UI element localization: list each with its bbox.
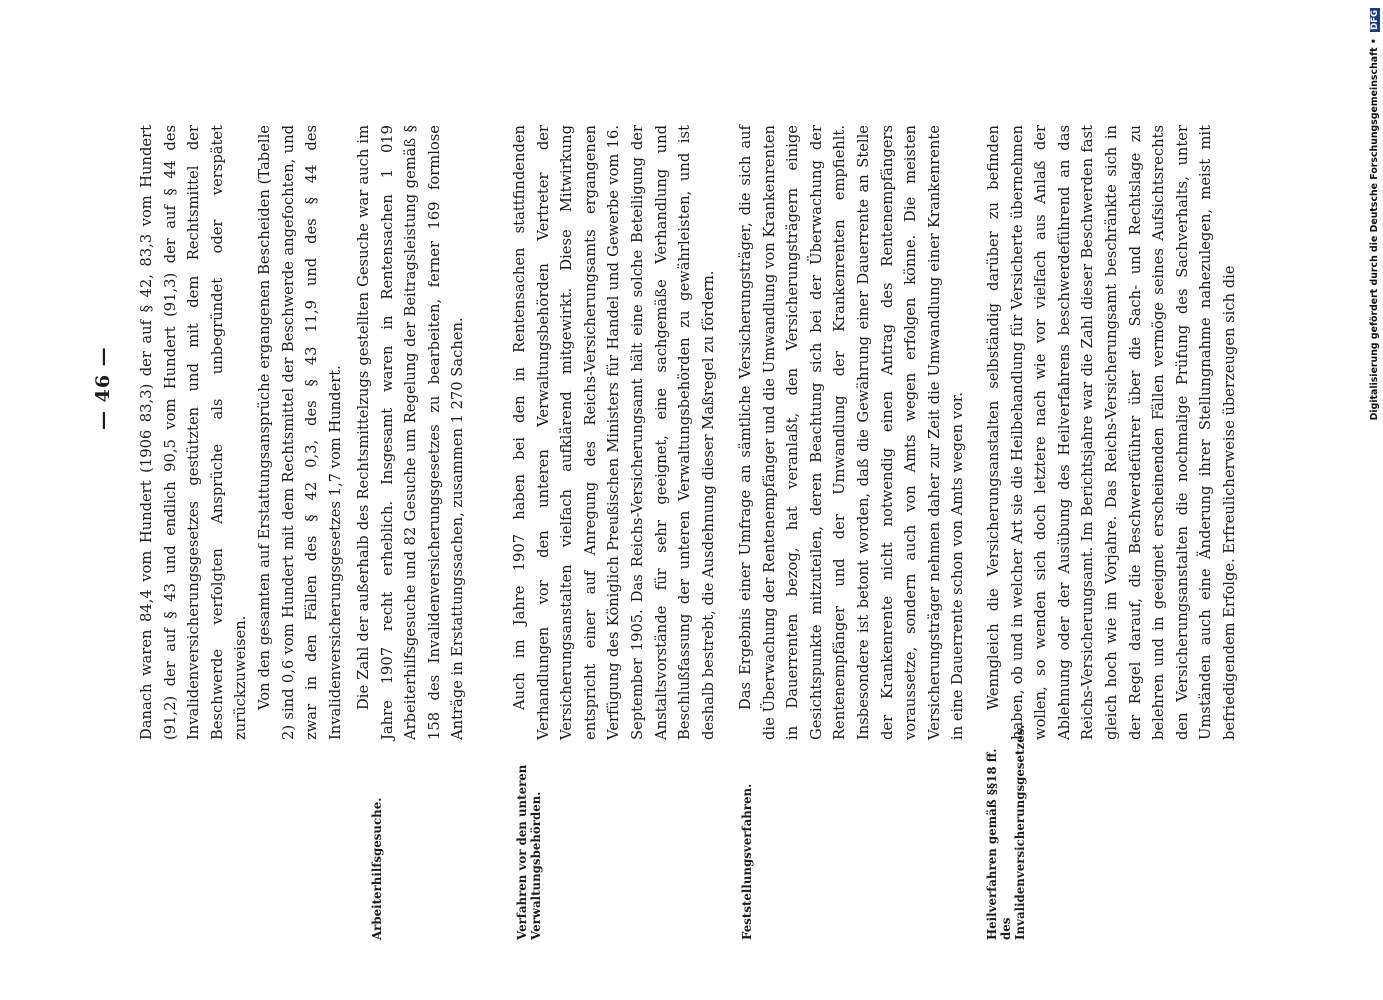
margin-label-arbeiterhilfsgesuche: Arbeiterhilfsgesuche. (370, 797, 384, 940)
paragraph: Das Ergebnis einer Umfrage an sämtliche Versicherungsträger, die sich auf die Überwachung der Rentenempfänger und die Umwandlung von Krankenrenten in Dauerrenten bezog, hat veranlaßt, den Versicherungsträgern einige Gesichtspunkte mitzuteilen, deren Beachtung sich bei der Überwachung der Rentenempfänger und der Umwandlung der Krankenrenten empfiehlt. Insbesondere ist betont worden, daß die Gewährung einer Dauerrente an Stelle der Krankenrente nicht notwendig einen Antrag des Rentenempfängers voraussetze, sondern auch von Amts wegen erfolgen könne. Die meisten Versicherungsträger nehmen daher zur Zeit die Umwandlung einer Krankenrente in eine Dauerrente schon von Amts wegen vor. (737, 125, 967, 740)
section-intro (135, 125, 347, 740)
section-arbeiterhilfsgesuche (352, 125, 470, 740)
paragraph: Auch im Jahre 1907 haben bei den in Rentensachen stattfindenden Verhandlungen vor den unteren Verwaltungsbehörden Vertreter der Versicherungsanstalten vielfach aufklärend mitgewirkt. Diese Mitwirkung entspricht einer auf Anregung des Reichs-Versicherungsamts ergangenen Verfügung des Königlich Preußischen Ministers für Handel und Gewerbe vom 16. September 1905. Das Reichs-Versicherungsamt hält eine solche Beteiligung der Anstaltsvorstände für sehr geeignet, eine sachgemäße Verhandlung und Beschlußfassung der unteren Verwaltungsbehörden zu gewährleisten, und ist deshalb bestrebt, die Ausdehnung dieser Maßregel zu fördern. (511, 125, 717, 740)
page-number: — 46 — (92, 346, 114, 430)
margin-label-heilverfahren: Heilverfahren gemäß §§18 ff. des Invalidenversicherungsgesetzes. (985, 724, 1027, 940)
footer-text: Digitalisierung gefördert durch die Deutsche Forschungsgemeinschaft • (1369, 38, 1380, 421)
paragraph: Danach waren 84,4 vom Hundert (1906 83,3) der auf § 42, 83,3 vom Hundert (91,2) der auf § 43 und endlich 90,5 vom Hundert (91,3) der auf § 44 des Invalidenversicherungsgesetzes gestützten und mit dem Rechtsmittel der Beschwerde verfolgten Ansprüche als unbegründet oder verspätet zurückzuweisen. (138, 125, 250, 740)
paragraph: Wenngleich die Versicherungsanstalten selbständig darüber zu befinden haben, ob und in welcher Art sie die Heilbehandlung für Versicherte übernehmen wollen, so wenden sich doch letztere nach wie vor vielfach aus Anlaß der Ablehnung oder der Ausübung des Heilverfahrens beschwerdeführend an das Reichs-Versicherungsamt. Im Berichtsjahre war die Zahl dieser Beschwerden fast gleich hoch wie im Vorjahre. Das Reichs-Versicherungsamt beschränkte sich in der Regel darauf, die Beschwerdeführer über die Sach- und Rechtslage zu belehren und in geeignet erscheinenden Fällen vermöge seines Aufsichtsrechts den Versicherungsanstalten die nochmalige Prüfung des Sachverhalts, unter Umständen auch eine Änderung ihrer Stellungnahme nahezulegen, meist mit befriedigendem Erfolge. Erfreulicherweise überzeugen sich die (985, 125, 1238, 740)
paragraph: Von den gesamten auf Erstattungsansprüche ergangenen Bescheiden (Tabelle 2) sind 0,6 vom Hundert mit dem Rechtsmittel der Beschwerde angefochten, und zwar in den Fällen des § 42 0,3, des § 43 11,9 und des § 44 des Invalidenversicherungsgesetzes 1,7 vom Hundert. (255, 125, 344, 740)
section-feststellungsverfahren (734, 125, 970, 740)
margin-label-verfahren: Verfahren vor den unteren Verwaltungsbehörden. (515, 764, 543, 940)
section-verfahren (508, 125, 720, 740)
dfg-logo: DFG (1370, 10, 1380, 30)
margin-label-feststellungsverfahren: Feststellungsverfahren. (740, 783, 754, 940)
paragraph: Die Zahl der außerhalb des Rechtsmittelzugs gestellten Gesuche war auch im Jahre 1907 recht erheblich. Insgesamt waren in Rentensachen 1 019 Arbeiterhilfsgesuche und 82 Gesuche um Regelung der Beitragsleistung gemäß § 158 des Invalidenversicherungsgesetzes zu bearbeiten, ferner 169 formlose Anträge in Erstattungssachen, zusammen 1 270 Sachen. (355, 125, 467, 740)
digitization-footer (1368, 0, 1383, 1000)
section-heilverfahren (982, 125, 1242, 740)
